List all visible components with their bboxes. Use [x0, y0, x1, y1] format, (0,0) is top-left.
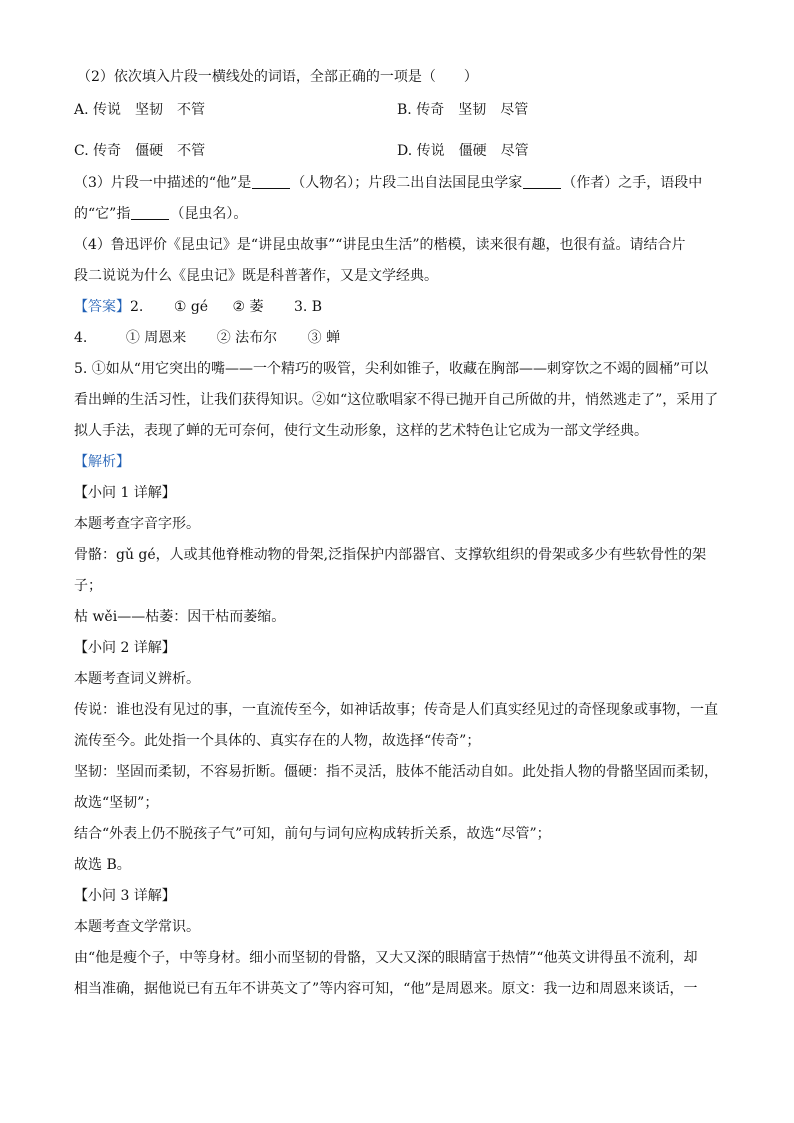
answer-4-1: ① 周恩来 [125, 330, 187, 346]
s2-line3: 流传至今。此处指一个具体的、真实存在的人物，故选择“传奇”； [74, 733, 481, 749]
sub-question-1-title: 【小问 1 详解】 [74, 485, 176, 501]
answer-label: 【答案】 [74, 299, 130, 315]
s2-line6: 结合“外表上仍不脱孩子气”可知，前句与词句应构成转折关系，故选“尽管”； [74, 826, 551, 842]
q2-option-c: C. 传奇 僵硬 不管 [74, 143, 206, 159]
analysis-label: 【解析】 [74, 454, 130, 470]
answer-2-2: ② 萎 [232, 299, 264, 315]
answer-blank [252, 174, 290, 189]
q4-line2: 段二说说为什么《昆虫记》既是科普著作，又是文学经典。 [74, 268, 438, 284]
q3-line1 [74, 174, 702, 192]
s1-line4: 枯 wěi——枯萎：因干枯而萎缩。 [74, 609, 286, 625]
s3-line3: 相当准确，据他说已有五年不讲英文了”等内容可知，“他”是周恩来。原文：我一边和周恩来谈话，一 [74, 981, 698, 997]
q3-part3: （作者）之手，语段中 [562, 175, 703, 191]
answer-2-1: ① gé [173, 299, 209, 315]
q3-part2: （人物名）；片段二出自法国昆虫学家 [291, 175, 523, 191]
q2-option-b: B. 传奇 坚韧 尽管 [397, 102, 529, 118]
answer-line1 [74, 298, 322, 316]
answer-2: 2. [130, 299, 144, 315]
q3-part1: （3）片段一中描述的“他”是 [74, 175, 252, 191]
s2-line5: 故选“坚韧”； [74, 795, 159, 811]
s2-line2: 传说：谁也没有见过的事，一直流传至今，如神话故事；传奇是人们真实经见过的奇怪现象或事物，一直 [74, 702, 718, 718]
q3-line2b: （昆虫名）。 [170, 206, 248, 222]
q4-line1: （4）鲁迅评价《昆虫记》是“讲昆虫故事”“讲昆虫生活”的楷模，读来很有趣，也很有益。请结合片 [74, 237, 686, 253]
s2-line4: 坚韧：坚固而柔韧，不容易折断。僵硬：指不灵活，肢体不能活动自如。此处指人物的骨骼坚固而柔韧， [74, 764, 718, 780]
answer-4-3: ③ 蝉 [307, 330, 341, 346]
s1-line3: 子； [74, 578, 102, 594]
s2-line7: 故选 B。 [74, 857, 131, 873]
answer-4-2: ② 法布尔 [216, 330, 278, 346]
q2-stem: （2）依次填入片段一横线处的词语，全部正确的一项是（ ） [77, 69, 478, 85]
sub-question-3-title: 【小问 3 详解】 [74, 888, 176, 904]
q2-option-d: D. 传说 僵硬 尽管 [397, 143, 529, 159]
s3-line1: 本题考查文学常识。 [74, 919, 200, 935]
answer-line2 [74, 329, 340, 347]
answer-5-line3: 拟人手法，表现了蝉的无可奈何，使行文生动形象，这样的艺术特色让它成为一部文学经典。 [74, 423, 648, 439]
answer-5-line2: 看出蝉的生活习性，让我们获得知识。②如“这位歌唱家不得已抛开自己所做的井，悄然逃走了”，采用了 [74, 392, 719, 408]
s1-line1: 本题考查字音字形。 [74, 516, 200, 532]
answer-blank [523, 174, 561, 189]
answer-4: 4. [74, 330, 88, 346]
s1-line2: 骨骼：gǔ gé，人或其他脊椎动物的骨架,泛指保护内部器官、支撑软组织的骨架或多少有些软骨性的架 [74, 547, 707, 563]
sub-question-2-title: 【小问 2 详解】 [74, 640, 176, 656]
q2-option-a: A. 传说 坚韧 不管 [74, 102, 206, 118]
q3-line2 [74, 205, 247, 223]
answer-5-line1: 5. ①如从“用它突出的嘴——一个精巧的吸管，尖利如锥子，收藏在胸部——刺穿饮之不竭的圆桶”可以 [74, 361, 709, 377]
answer-3: 3. B [293, 299, 323, 315]
s2-line1: 本题考查词义辨析。 [74, 671, 200, 687]
q3-line2a: 的“它”指 [74, 206, 131, 222]
s3-line2: 由“他是瘦个子，中等身材。细小而坚韧的骨骼，又大又深的眼睛富于热情”“他英文讲得虽不流利，却 [74, 950, 698, 966]
answer-blank [131, 205, 169, 220]
